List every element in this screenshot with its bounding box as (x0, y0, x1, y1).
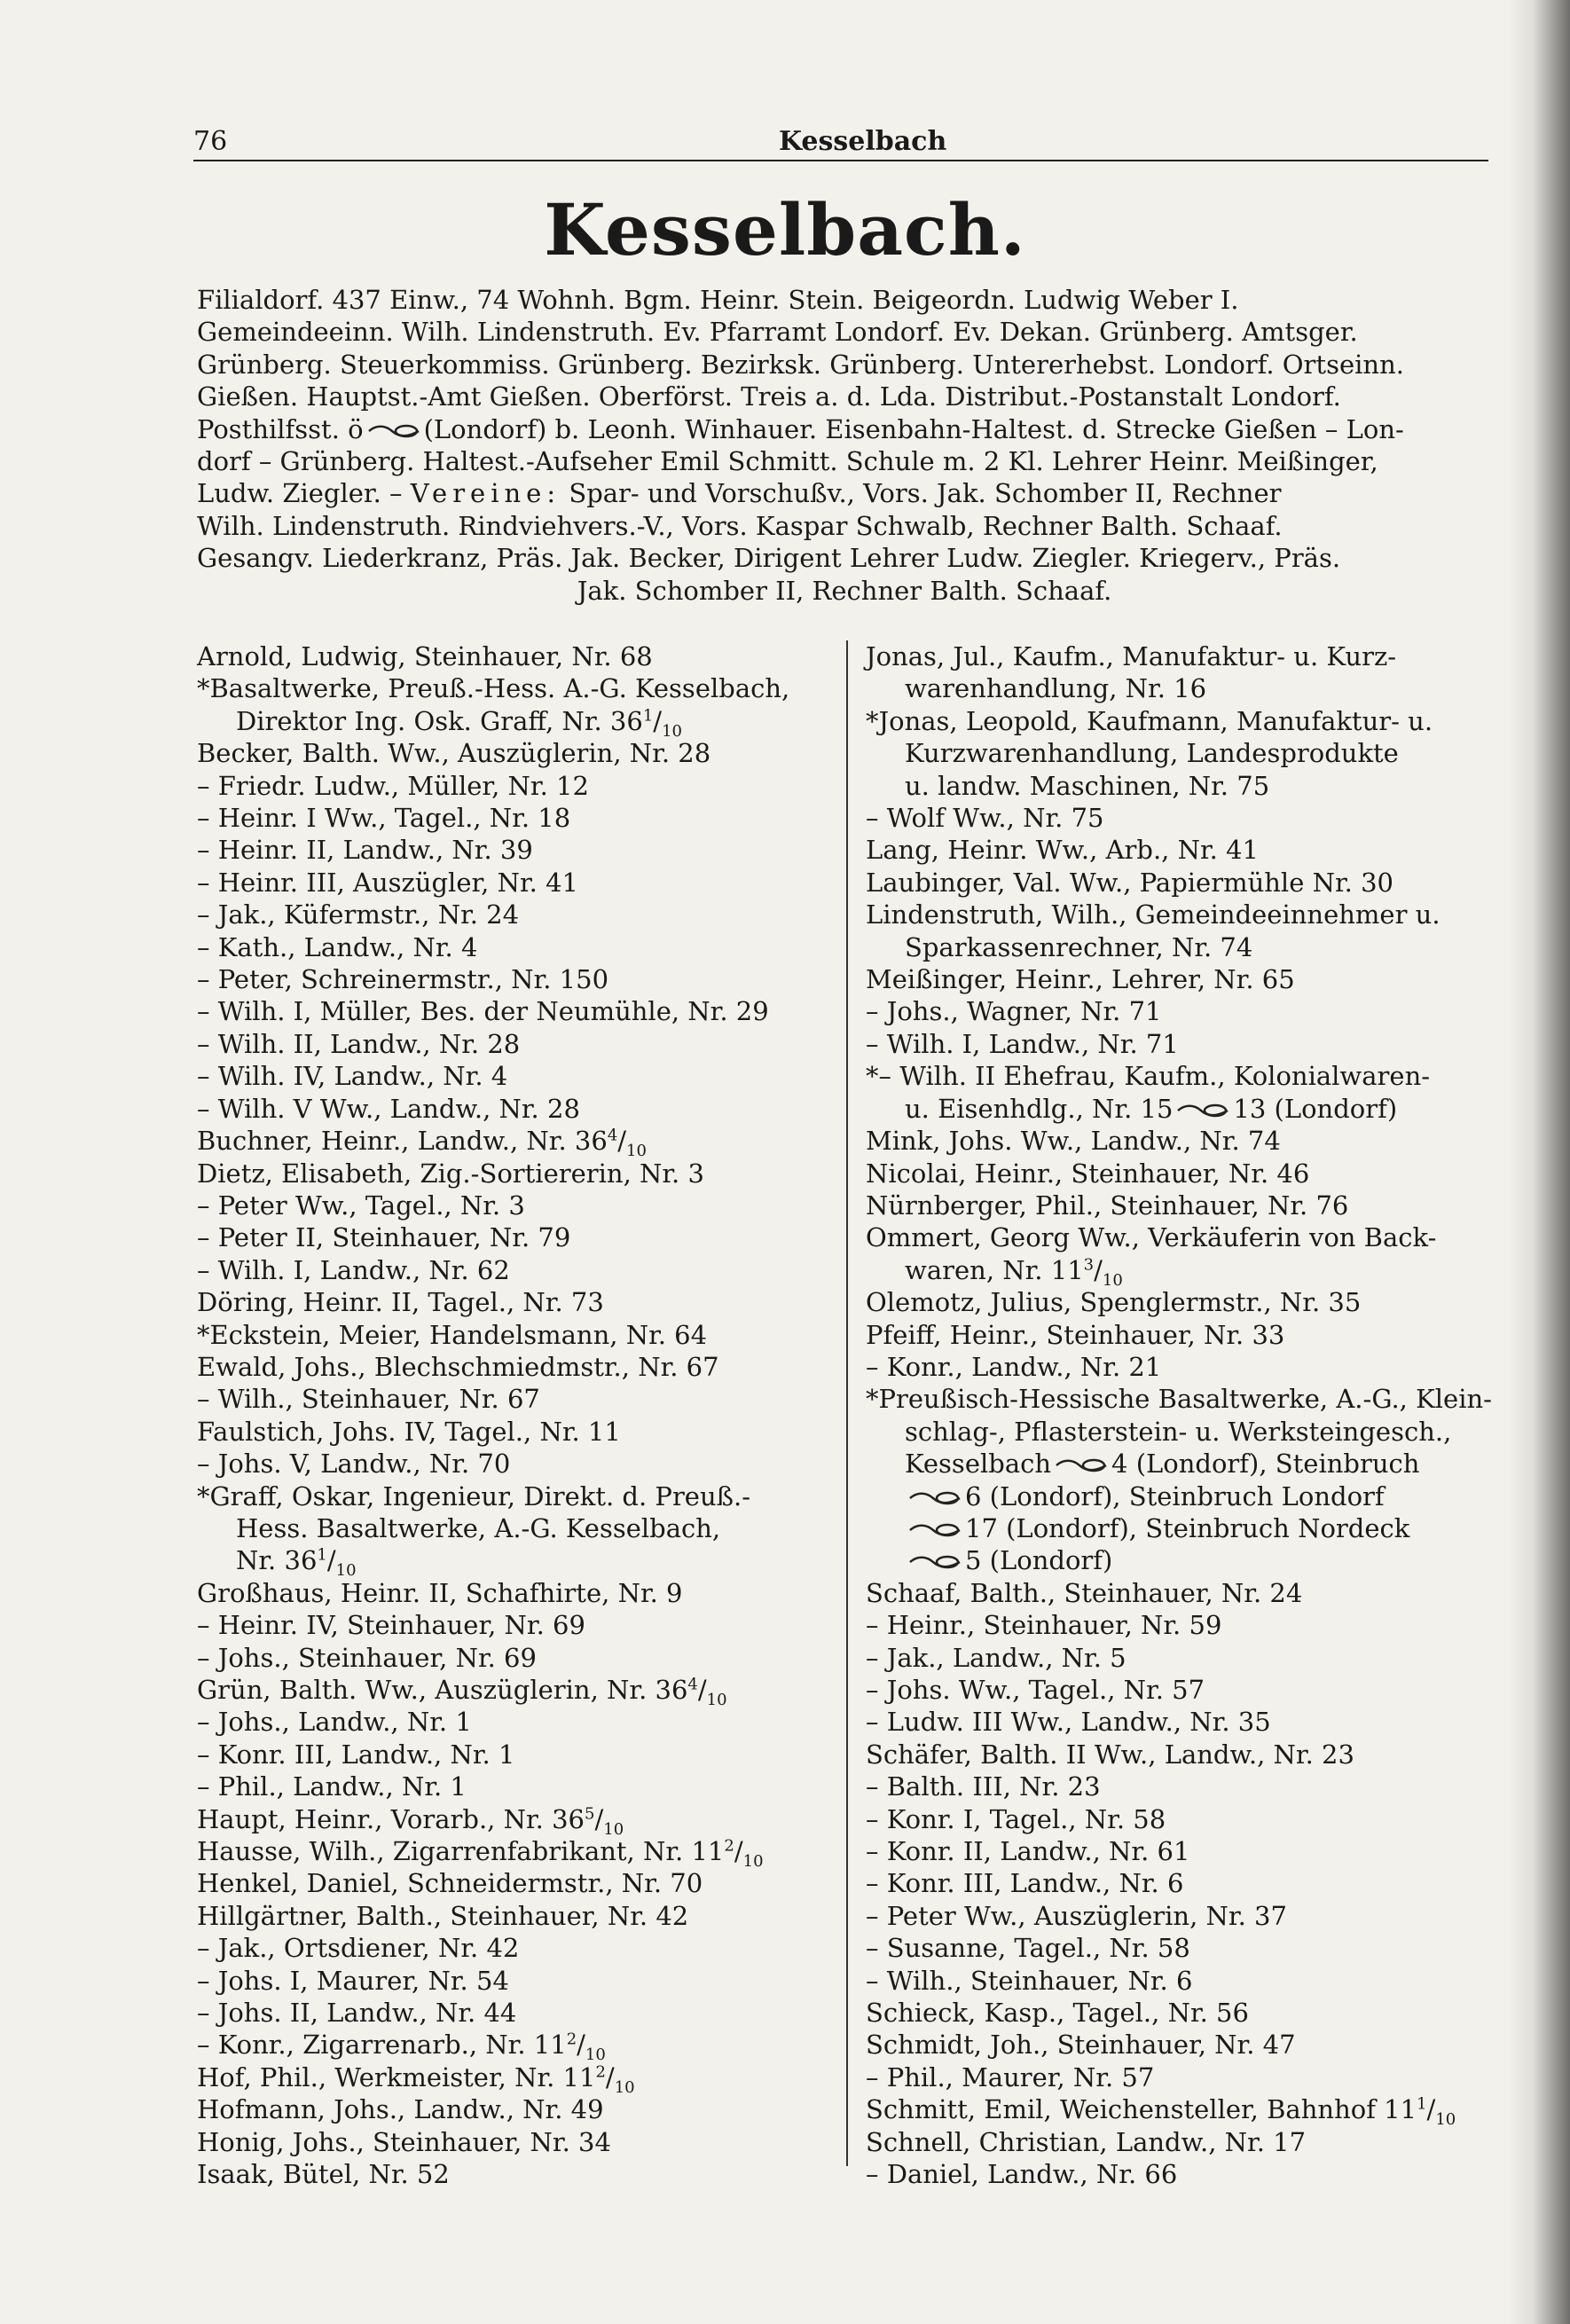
list-item: – Jak., Landw., Nr. 5 (866, 1642, 1126, 1673)
list-item: *Jonas, Leopold, Kaufmann, Manufaktur- u. (866, 705, 1433, 736)
list-item: Jonas, Jul., Kaufm., Manufaktur- u. Kurz- (866, 641, 1397, 671)
list-item: Kesselbach 4 (Londorf), Steinbruch (905, 1449, 1420, 1480)
list-item: – Peter, Schreinermstr., Nr. 150 (197, 964, 609, 995)
list-item: Nürnberger, Phil., Steinhauer, Nr. 76 (866, 1189, 1349, 1221)
list-item: – Ludw. III Ww., Landw., Nr. 35 (866, 1707, 1271, 1738)
list-item: 17 (Londorf), Steinbruch Nordeck (866, 1512, 1494, 1544)
list-item: Schaaf, Balth., Steinhauer, Nr. 24 (866, 1577, 1303, 1608)
list-item: Ommert, Georg Ww., Verkäuferin von Back- (866, 1222, 1437, 1253)
telephone-symbol-icon (367, 423, 420, 439)
list-item: Dietz, Elisabeth, Zig.-Sortiererin, Nr. 3 (197, 1158, 704, 1189)
list-item: Lindenstruth, Wilh., Gemeindeeinnehmer u. (866, 899, 1440, 930)
list-item: Großhaus, Heinr. II, Schafhirte, Nr. 9 (197, 1577, 683, 1608)
list-item: Nr. $36^1/_{10}$ (236, 1545, 357, 1581)
list-item: – Heinr. IV, Steinhauer, Nr. 69 (197, 1610, 585, 1641)
list-item: – Peter Ww., Auszüglerin, Nr. 37 (866, 1900, 1287, 1931)
list-item: – Wilh. I, Müller, Bes. der Neumühle, Nr. 29 (197, 996, 769, 1027)
list-item: warenhandlung, Nr. 16 (905, 673, 1207, 704)
list-item: – Peter Ww., Tagel., Nr. 3 (197, 1189, 525, 1221)
list-item: Arnold, Ludwig, Steinhauer, Nr. 68 (197, 641, 653, 671)
list-item: – Johs. V, Landw., Nr. 70 (197, 1449, 511, 1480)
list-item: – Balth. III, Nr. 23 (866, 1771, 1101, 1802)
list-item: Henkel, Daniel, Schneidermstr., Nr. 70 (197, 1868, 703, 1899)
list-item: Ewald, Johs., Blechschmiedmstr., Nr. 67 (197, 1351, 719, 1382)
telephone-symbol-icon (908, 1554, 962, 1570)
intro-line: Ludw. Ziegler. – Vereine: Spar- und Vorschußv., Vors. Jak. Schomber II, Rechner (197, 478, 1282, 509)
telephone-symbol-icon (1055, 1457, 1108, 1473)
list-item: – Konr., Landw., Nr. 21 (866, 1351, 1162, 1382)
page-number: 76 (193, 126, 228, 157)
list-item: Hess. Basaltwerke, A.-G. Kesselbach, (236, 1512, 721, 1543)
list-item: schlag-, Pflasterstein- u. Werksteingesch., (905, 1416, 1452, 1447)
intro-paragraph (197, 284, 1492, 607)
intro-line: Gießen. Hauptst.-Amt Gießen. Oberförst. Treis a. d. Lda. Distribut.-Postanstalt Londorf. (197, 381, 1341, 412)
list-item: – Wolf Ww., Nr. 75 (866, 803, 1104, 834)
list-item: waren, Nr. $11^3/_{10}$ (905, 1254, 1123, 1290)
list-item: – Johs., Wagner, Nr. 71 (866, 996, 1162, 1027)
list-item: Mink, Johs. Ww., Landw., Nr. 74 (866, 1126, 1281, 1157)
list-item: – Heinr., Steinhauer, Nr. 59 (866, 1610, 1222, 1641)
list-item: – Heinr. II, Landw., Nr. 39 (197, 835, 533, 866)
intro-line: Filialdorf. 437 Einw., 74 Wohnh. Bgm. Heinr. Stein. Beigeordn. Ludwig Weber I. (197, 285, 1239, 315)
list-item: – Wilh. I, Landw., Nr. 62 (197, 1254, 510, 1285)
resident-list-left (197, 640, 834, 2191)
vereine-heading: Vereine: (410, 478, 561, 509)
list-item: Olemotz, Julius, Spenglermstr., Nr. 35 (866, 1287, 1362, 1318)
list-item: – Johs., Steinhauer, Nr. 69 (197, 1642, 537, 1673)
list-item: Lang, Heinr. Ww., Arb., Nr. 41 (866, 835, 1260, 866)
header-rule (193, 160, 1488, 161)
list-item: – Konr. I, Tagel., Nr. 58 (866, 1803, 1166, 1834)
intro-line: Wilh. Lindenstruth. Rindviehvers.-V., Vors. Kaspar Schwalb, Rechner Balth. Schaaf. (197, 510, 1283, 541)
list-item: Hausse, Wilh., Zigarrenfabrikant, Nr. $11^2/_{10}$ (197, 1836, 764, 1871)
list-item: Becker, Balth. Ww., Auszüglerin, Nr. 28 (197, 738, 711, 769)
list-item: Hofmann, Johs., Landw., Nr. 49 (197, 2094, 604, 2125)
list-item: Sparkassenrechner, Nr. 74 (905, 931, 1253, 962)
list-item: *Preußisch-Hessische Basaltwerke, A.-G., Klein- (866, 1384, 1492, 1415)
list-item: – Wilh. I, Landw., Nr. 71 (866, 1028, 1179, 1059)
list-item: Schmidt, Joh., Steinhauer, Nr. 47 (866, 2030, 1296, 2061)
list-item: Meißinger, Heinr., Lehrer, Nr. 65 (866, 964, 1295, 995)
intro-line: Gesangv. Liederkranz, Präs. Jak. Becker, Dirigent Lehrer Ludw. Ziegler. Kriegerv., Präs. (197, 543, 1341, 574)
intro-line: Gemeindeeinn. Wilh. Lindenstruth. Ev. Pfarramt Londorf. Ev. Dekan. Grünberg. Amtsger. (197, 317, 1358, 348)
list-item: Schmitt, Emil, Weichensteller, Bahnhof $11^1/_{10}$ (866, 2094, 1456, 2130)
list-item: *Graff, Oskar, Ingenieur, Direkt. d. Preuß.- (197, 1480, 751, 1511)
list-item: Grün, Balth. Ww., Auszüglerin, Nr. $36^4/_{10}$ (197, 1675, 727, 1709)
list-item: – Johs. II, Landw., Nr. 44 (197, 1998, 517, 2029)
list-item: – Konr., Zigarrenarb., Nr. $11^2/_{10}$ (197, 2030, 606, 2065)
list-item: *– Wilh. II Ehefrau, Kaufm., Kolonialwaren- (866, 1061, 1431, 1092)
list-item: Laubinger, Val. Ww., Papiermühle Nr. 30 (866, 867, 1393, 898)
list-item: Buchner, Heinr., Landw., Nr. $36^4/_{10}$ (197, 1126, 647, 1160)
running-head: Kesselbach (779, 126, 947, 157)
list-item: *Basaltwerke, Preuß.-Hess. A.-G. Kesselbach, (197, 673, 790, 704)
list-item: u. Eisenhdlg., Nr. 15 13 (Londorf) (905, 1093, 1398, 1124)
list-item: – Phil., Maurer, Nr. 57 (866, 2061, 1155, 2092)
list-item: – Konr. III, Landw., Nr. 1 (197, 1739, 515, 1770)
list-item: Isaak, Bütel, Nr. 52 (197, 2159, 450, 2190)
list-item: 5 (Londorf) (866, 1544, 1494, 1576)
list-item: – Peter II, Steinhauer, Nr. 79 (197, 1222, 571, 1253)
list-item: – Heinr. III, Auszügler, Nr. 41 (197, 867, 579, 898)
list-item: – Konr. II, Landw., Nr. 61 (866, 1836, 1190, 1867)
binding-shadow (1508, 0, 1570, 2324)
intro-line: dorf – Grünberg. Haltest.-Aufseher Emil Schmitt. Schule m. 2 Kl. Lehrer Heinr. Meißinger, (197, 446, 1378, 477)
list-item: Honig, Johs., Steinhauer, Nr. 34 (197, 2126, 611, 2157)
list-item: Faulstich, Johs. IV, Tagel., Nr. 11 (197, 1416, 621, 1447)
list-item: – Wilh., Steinhauer, Nr. 6 (866, 1965, 1193, 1996)
telephone-symbol-icon (908, 1522, 962, 1538)
intro-line: Jak. Schomber II, Rechner Balth. Schaaf. (577, 575, 1112, 606)
list-item: – Johs. I, Maurer, Nr. 54 (197, 1965, 509, 1996)
list-item: Schieck, Kasp., Tagel., Nr. 56 (866, 1998, 1249, 2029)
intro-line: Posthilfsst. ö (Londorf) b. Leonh. Winhauer. Eisenbahn-Haltest. d. Strecke Gießen – Lon- (197, 413, 1404, 444)
list-item: 6 (Londorf), Steinbruch Londorf (866, 1480, 1494, 1512)
list-item: u. landw. Maschinen, Nr. 75 (905, 770, 1270, 801)
list-item: – Phil., Landw., Nr. 1 (197, 1771, 467, 1802)
list-item: Kurzwarenhandlung, Landesprodukte (905, 738, 1399, 769)
resident-list-right (866, 640, 1494, 2191)
list-item: – Jak., Ortsdiener, Nr. 42 (197, 1933, 520, 1964)
list-item: – Jak., Küfermstr., Nr. 24 (197, 899, 520, 930)
list-item: – Wilh. IV, Landw., Nr. 4 (197, 1061, 508, 1092)
list-item: Hof, Phil., Werkmeister, Nr. $11^2/_{10}$ (197, 2061, 635, 2097)
list-item: *Eckstein, Meier, Handelsmann, Nr. 64 (197, 1319, 708, 1350)
column-divider (846, 640, 848, 2166)
list-item: – Konr. III, Landw., Nr. 6 (866, 1868, 1184, 1899)
list-item: – Wilh. V Ww., Landw., Nr. 28 (197, 1093, 580, 1124)
page-title: Kesselbach. (544, 188, 1026, 271)
list-item: – Johs. Ww., Tagel., Nr. 57 (866, 1675, 1205, 1705)
list-item: – Friedr. Ludw., Müller, Nr. 12 (197, 770, 589, 801)
list-item: Schnell, Christian, Landw., Nr. 17 (866, 2126, 1307, 2157)
list-item: Hillgärtner, Balth., Steinhauer, Nr. 42 (197, 1900, 689, 1931)
list-item: – Daniel, Landw., Nr. 66 (866, 2159, 1178, 2190)
list-item: Direktor Ing. Osk. Graff, Nr. $36^1/_{10}$ (236, 705, 682, 741)
list-item: – Kath., Landw., Nr. 4 (197, 931, 478, 962)
list-item: Schäfer, Balth. II Ww., Landw., Nr. 23 (866, 1739, 1354, 1770)
intro-line: Grünberg. Steuerkommiss. Grünberg. Bezirksk. Grünberg. Untererhebst. Londorf. Ortseinn. (197, 349, 1404, 380)
list-item: – Johs., Landw., Nr. 1 (197, 1707, 472, 1738)
list-item: – Susanne, Tagel., Nr. 58 (866, 1933, 1190, 1964)
list-item: Pfeiff, Heinr., Steinhauer, Nr. 33 (866, 1319, 1285, 1350)
list-item: – Heinr. I Ww., Tagel., Nr. 18 (197, 803, 571, 834)
list-item: Haupt, Heinr., Vorarb., Nr. $36^5/_{10}$ (197, 1803, 624, 1839)
telephone-symbol-icon (1176, 1103, 1229, 1119)
list-item: Döring, Heinr. II, Tagel., Nr. 73 (197, 1287, 604, 1318)
list-item: – Wilh. II, Landw., Nr. 28 (197, 1028, 521, 1059)
telephone-symbol-icon (908, 1490, 962, 1506)
list-item: Nicolai, Heinr., Steinhauer, Nr. 46 (866, 1158, 1310, 1189)
page-header (193, 126, 1488, 161)
list-item: – Wilh., Steinhauer, Nr. 67 (197, 1384, 540, 1415)
